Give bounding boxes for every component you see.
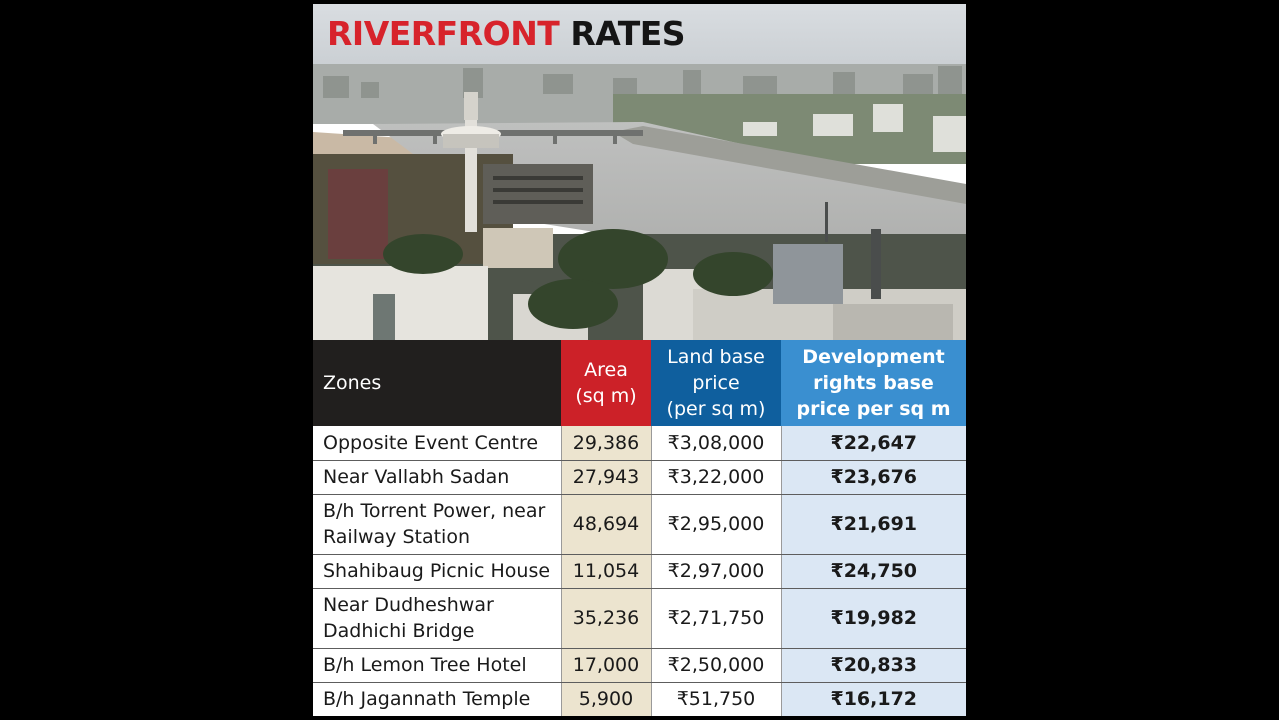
table-row xyxy=(313,426,966,460)
header-land-base-price: Land base price (per sq m) xyxy=(651,340,781,426)
area-cell: 29,386 xyxy=(561,426,651,460)
land-price-cell: ₹51,750 xyxy=(651,682,781,716)
land-price-cell: ₹2,50,000 xyxy=(651,648,781,682)
infographic-card xyxy=(313,4,966,716)
riverfront-photo xyxy=(313,4,966,340)
land-price-cell: ₹3,22,000 xyxy=(651,460,781,494)
table-row xyxy=(313,460,966,494)
table-row xyxy=(313,648,966,682)
dev-price-cell: ₹20,833 xyxy=(781,648,966,682)
table-header-row xyxy=(313,340,966,426)
header-development-rights-price: Development rights base price per sq m xyxy=(781,340,966,426)
table-row xyxy=(313,494,966,554)
land-price-cell: ₹3,08,000 xyxy=(651,426,781,460)
dev-price-cell: ₹22,647 xyxy=(781,426,966,460)
table-row xyxy=(313,682,966,716)
zone-cell: Near Vallabh Sadan xyxy=(313,460,561,494)
land-price-cell: ₹2,97,000 xyxy=(651,554,781,588)
dev-price-cell: ₹21,691 xyxy=(781,494,966,554)
header-zones: Zones xyxy=(313,340,561,426)
table-row xyxy=(313,588,966,648)
area-cell: 48,694 xyxy=(561,494,651,554)
area-cell: 11,054 xyxy=(561,554,651,588)
dev-price-cell: ₹19,982 xyxy=(781,588,966,648)
zone-cell: Shahibaug Picnic House xyxy=(313,554,561,588)
headline-riverfront: RIVERFRONT xyxy=(327,14,560,53)
land-price-cell: ₹2,71,750 xyxy=(651,588,781,648)
zone-cell: B/h Jagannath Temple xyxy=(313,682,561,716)
dev-price-cell: ₹16,172 xyxy=(781,682,966,716)
rates-table xyxy=(313,340,966,716)
dev-price-cell: ₹23,676 xyxy=(781,460,966,494)
area-cell: 17,000 xyxy=(561,648,651,682)
header-area: Area (sq m) xyxy=(561,340,651,426)
area-cell: 27,943 xyxy=(561,460,651,494)
zone-cell: Opposite Event Centre xyxy=(313,426,561,460)
headline xyxy=(327,14,685,54)
dev-price-cell: ₹24,750 xyxy=(781,554,966,588)
zone-cell: B/h Lemon Tree Hotel xyxy=(313,648,561,682)
area-cell: 5,900 xyxy=(561,682,651,716)
area-cell: 35,236 xyxy=(561,588,651,648)
headline-rates: RATES xyxy=(570,14,686,53)
land-price-cell: ₹2,95,000 xyxy=(651,494,781,554)
zone-cell: Near Dudheshwar Dadhichi Bridge xyxy=(313,588,561,648)
zone-cell: B/h Torrent Power, near Railway Station xyxy=(313,494,561,554)
table-row xyxy=(313,554,966,588)
